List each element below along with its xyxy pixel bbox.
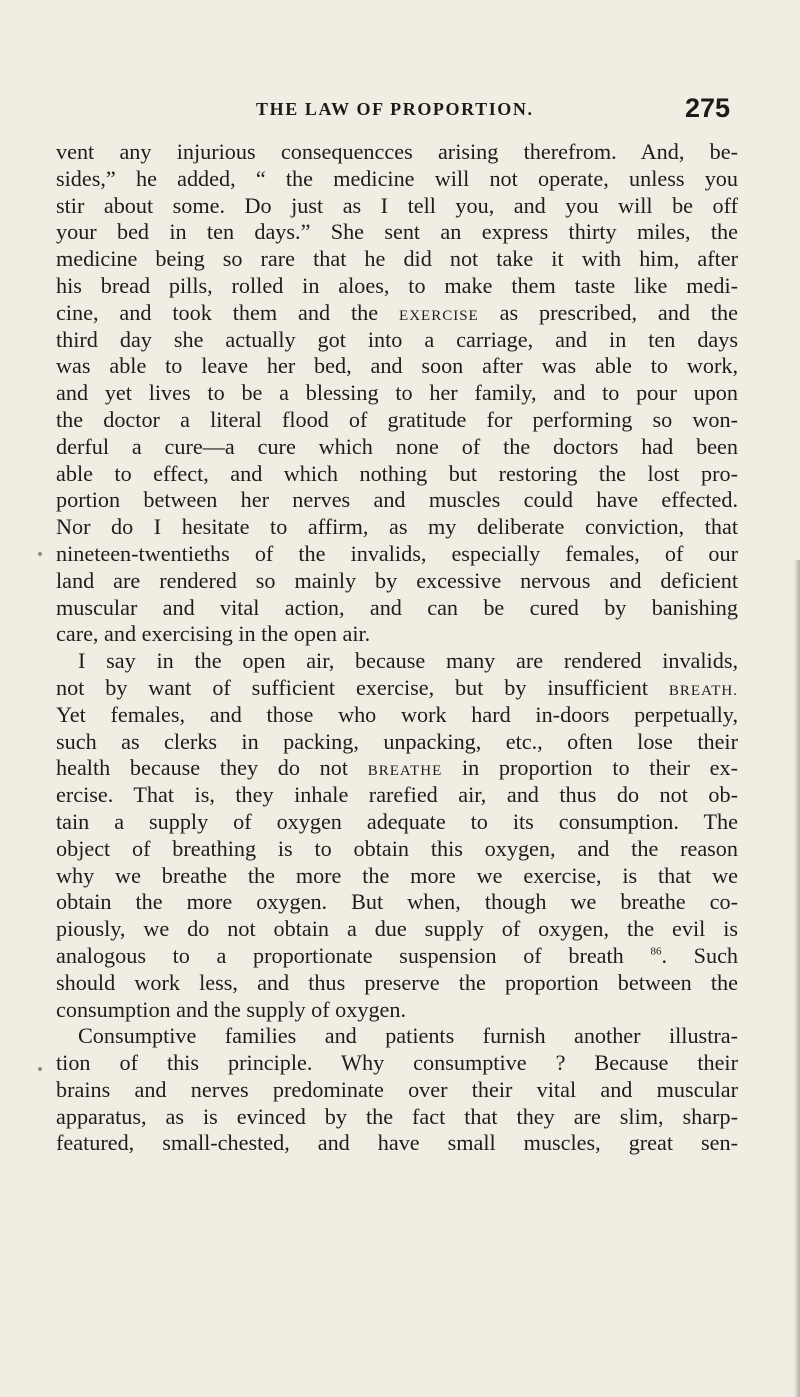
text-line: able to effect, and which nothing but restoring the lost pro- bbox=[56, 460, 738, 486]
text-line: cine, and took them and the EXERCISE as prescribed, and the bbox=[56, 299, 738, 325]
text-line: and yet lives to be a blessing to her family, and to pour upon bbox=[56, 380, 738, 406]
margin-mark bbox=[38, 552, 42, 556]
text-line: vent any injurious consequencces arising therefrom. And, be- bbox=[56, 139, 738, 164]
text-line: land are rendered so mainly by excessive nervous and deficient bbox=[56, 567, 738, 593]
text-line: muscular and vital action, and can be cured by banishing bbox=[56, 594, 738, 620]
text-line: care, and exercising in the open air. bbox=[56, 621, 371, 647]
text-line: health because they do not BREATHE in proportion to their ex- bbox=[56, 755, 738, 781]
small-caps-word: BREATH. bbox=[668, 682, 738, 699]
text-line: such as clerks in packing, unpacking, etc., often lose their bbox=[56, 728, 738, 754]
body-text bbox=[56, 139, 738, 1157]
text-line: was able to leave her bed, and soon after was able to work, bbox=[56, 353, 738, 379]
text-line: apparatus, as is evinced by the fact that they are slim, sharp- bbox=[56, 1103, 738, 1129]
small-caps-word: EXERCISE bbox=[399, 307, 479, 324]
text-line: medicine being so rare that he did not take it with him, after bbox=[56, 246, 738, 272]
text-line: piously, we do not obtain a due supply of oxygen, the evil is bbox=[56, 916, 738, 942]
text-line: stir about some. Do just as I tell you, and you will be off bbox=[56, 192, 738, 218]
text-line: nineteen-twentieths of the invalids, especially females, of our bbox=[56, 540, 738, 566]
text-line: I say in the open air, because many are rendered invalids, bbox=[78, 648, 738, 674]
text-line: the doctor a literal flood of gratitude for performing so won- bbox=[56, 406, 738, 432]
small-caps-word: BREATHE bbox=[367, 763, 443, 780]
text-line: tion of this principle. Why consumptive ? Because their bbox=[56, 1050, 738, 1076]
text-line: consumption and the supply of oxygen. bbox=[56, 996, 407, 1022]
text-line: your bed in ten days.” She sent an express thirty miles, the bbox=[56, 219, 738, 245]
text-line: sides,” he added, “ the medicine will not operate, unless you bbox=[56, 165, 738, 191]
text-line: third day she actually got into a carriage, and in ten days bbox=[56, 326, 738, 352]
running-title: THE LAW OF PROPORTION. bbox=[256, 99, 534, 119]
text-line: ercise. That is, they inhale rarefied air, and thus do not ob- bbox=[56, 782, 738, 808]
text-line: not by want of sufficient exercise, but by insufficient BREATH. bbox=[56, 674, 738, 700]
text-line: tain a supply of oxygen adequate to its consumption. The bbox=[56, 808, 738, 834]
footnote-ref: 86 bbox=[650, 945, 662, 958]
text-line: Yet females, and those who work hard in-doors perpetually, bbox=[56, 701, 738, 727]
text-line: brains and nerves predominate over their vital and muscular bbox=[56, 1076, 738, 1102]
text-line: obtain the more oxygen. But when, though we breathe co- bbox=[56, 889, 738, 915]
text-line: featured, small-chested, and have small muscles, great sen- bbox=[56, 1130, 738, 1156]
text-line: object of breathing is to obtain this oxygen, and the reason bbox=[56, 835, 738, 861]
text-line: his bread pills, rolled in aloes, to make them taste like medi- bbox=[56, 272, 738, 298]
text-line: why we breathe the more the more we exercise, is that we bbox=[56, 862, 738, 888]
text-line: Nor do I hesitate to affirm, as my deliberate conviction, that bbox=[56, 514, 738, 540]
page-header bbox=[0, 93, 800, 127]
page-edge-shadow bbox=[794, 560, 800, 1397]
text-line: should work less, and thus preserve the proportion between the bbox=[56, 969, 738, 995]
text-line: portion between her nerves and muscles could have effected. bbox=[56, 487, 738, 513]
text-line: derful a cure—a cure which none of the doctors had been bbox=[56, 433, 738, 459]
margin-mark bbox=[38, 1067, 42, 1071]
page-number: 275 bbox=[685, 93, 731, 123]
text-line: Consumptive families and patients furnish another illustra- bbox=[78, 1023, 738, 1049]
text-line: analogous to a proportionate suspension of breath $^{86}$. Such bbox=[56, 942, 739, 968]
